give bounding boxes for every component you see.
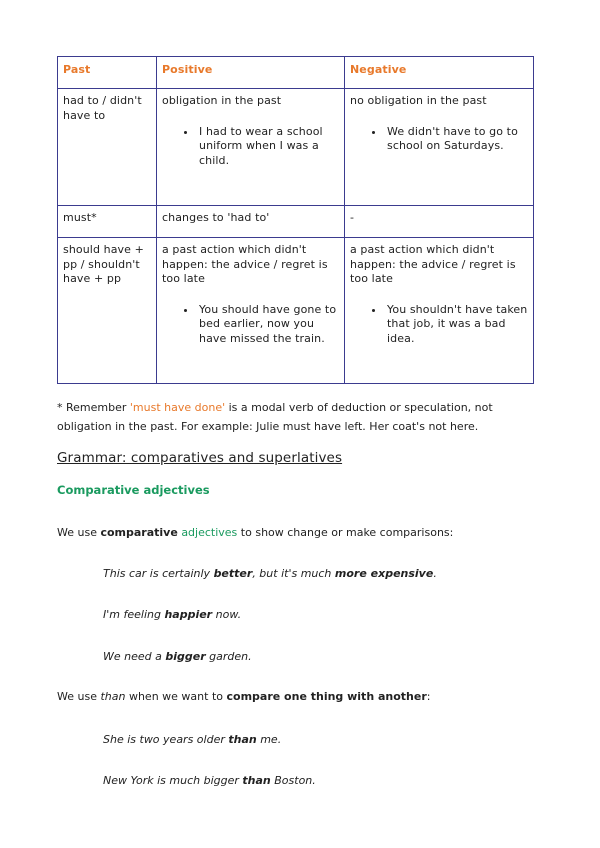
example-sentence [103,567,437,580]
cell-text: obligation in the past [162,94,282,107]
cell-negative: - [345,206,534,238]
cell-past: should have + pp / shouldn't have + pp [58,238,157,384]
header-past: Past [58,57,157,89]
footnote-lead: * Remember [57,401,130,414]
example-sentence [103,733,281,746]
text-italic: than [100,690,126,703]
text-run: , but it's much [252,567,335,580]
cell-positive [157,89,345,206]
cell-negative [345,89,534,206]
cell-text: a past action which didn't happen: the advice / regret is too late [350,243,516,285]
text-bold: more expensive [334,567,434,580]
text-run: She is two years older [103,733,229,746]
text-run: me. [256,733,282,746]
subheading: Comparative adjectives [57,483,210,497]
text-run: Boston. [270,774,316,787]
example-item: • I had to wear a school uniform when I was a child. [197,125,339,169]
text-run: New York is much bigger [103,774,243,787]
example-sentence [103,774,316,787]
text-run: This car is certainly [103,567,214,580]
text-bold: happier [164,608,213,621]
cell-positive: changes to 'had to' [157,206,345,238]
example-item: • You should have gone to bed earlier, now you have missed the train. [197,303,339,347]
cell-past: must* [58,206,157,238]
text-run: We need a [103,650,166,663]
text-run: to show change or make comparisons: [237,526,454,539]
example-list [350,125,528,154]
cell-text: a past action which didn't happen: the advice / regret is too late [162,243,328,285]
section-heading: Grammar: comparatives and superlatives [57,450,343,466]
text-bold: comparative [100,526,178,539]
text-run: We use [57,690,101,703]
text-bold: bigger [165,650,206,663]
text-bold: than [242,774,271,787]
text-green: adjectives [181,526,238,539]
text-run: when we want to [125,690,227,703]
text-bold: better [213,567,253,580]
header-negative: Negative [345,57,534,89]
example-sentence [103,650,252,663]
example-item: • We didn't have to go to school on Saturdays. [385,125,528,154]
text-run: garden. [205,650,252,663]
cell-past: had to / didn't have to [58,89,157,206]
example-list [162,303,339,347]
example-item: • You shouldn't have taken that job, it was a bad idea. [385,303,528,347]
table-row [58,238,534,384]
example-list [350,303,528,347]
footnote-highlight: 'must have done' [129,401,226,414]
paragraph-than [57,690,430,703]
header-positive: Positive [157,57,345,89]
example-list [162,125,339,169]
text-bold: compare one thing with another [226,690,427,703]
table-row [58,206,534,238]
table-row [58,89,534,206]
footnote [57,398,537,436]
footnote-rest: is a modal verb of deduction or speculation, not obligation in the past. For example: Julie must have left. Her coat's not here. [57,401,493,433]
text-run: . [433,567,437,580]
example-sentence [103,608,241,621]
cell-negative [345,238,534,384]
text-run: : [426,690,431,703]
text-run: now. [212,608,242,621]
table-header-row [58,57,534,89]
cell-positive [157,238,345,384]
paragraph-intro [57,526,453,539]
text-run: We use [57,526,101,539]
text-bold: than [228,733,257,746]
text-run: I'm feeling [103,608,165,621]
modal-verbs-table [57,56,534,384]
cell-text: no obligation in the past [350,94,487,107]
